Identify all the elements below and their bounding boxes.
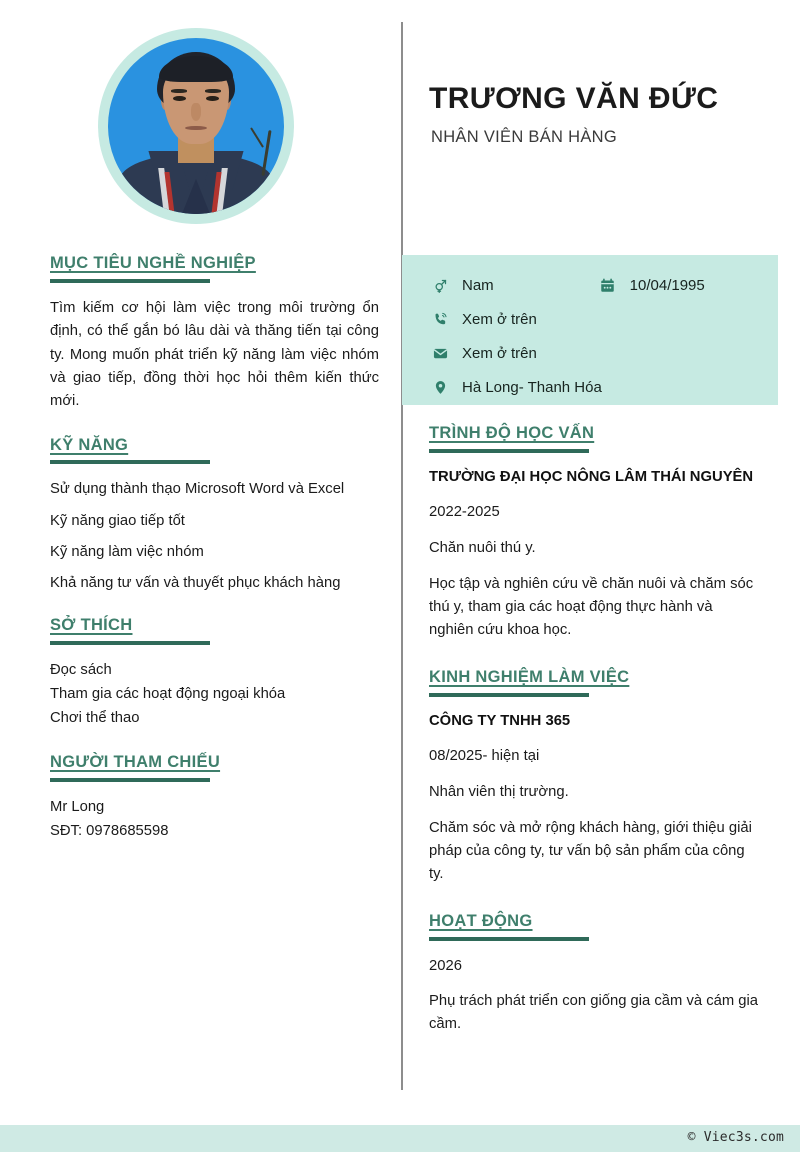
list-item: Tham gia các hoạt động ngoại khóa xyxy=(50,685,286,702)
reference-heading: NGƯỜI THAM CHIẾU xyxy=(50,752,221,771)
experience-heading: KINH NGHIỆM LÀM VIỆC xyxy=(429,667,630,686)
right-column xyxy=(401,0,800,1090)
left-column xyxy=(0,0,401,1090)
contact-row xyxy=(430,336,778,370)
experience-org: CÔNG TY TNHH 365 xyxy=(429,712,571,729)
email-value: Xem ở trên xyxy=(462,344,537,362)
list-item: Sử dụng thành thạo Microsoft Word và Excel xyxy=(50,481,345,498)
contact-gender xyxy=(430,277,494,294)
contact-row xyxy=(430,268,778,302)
contact-row xyxy=(430,302,778,336)
contact-email xyxy=(430,345,537,362)
heading-underline-bar xyxy=(429,937,589,941)
footer-bar xyxy=(0,1125,800,1152)
education-major: Chăn nuôi thú y. xyxy=(429,540,536,557)
section-reference xyxy=(50,753,379,844)
list-item: Khả năng tư vấn và thuyết phục khách hàng xyxy=(50,575,341,592)
gender-icon xyxy=(430,278,450,293)
section-hobbies xyxy=(50,616,379,731)
contact-row xyxy=(430,370,778,404)
experience-role: Nhân viên thị trường. xyxy=(429,784,569,801)
contact-phone xyxy=(430,311,537,328)
phone-icon xyxy=(430,312,450,327)
section-experience xyxy=(429,668,759,886)
reference-name: Mr Long xyxy=(50,798,105,815)
education-heading: TRÌNH ĐỘ HỌC VẤN xyxy=(429,424,595,442)
heading-underline-bar xyxy=(50,279,210,283)
list-item: Kỹ năng giao tiếp tốt xyxy=(50,512,185,529)
skills-heading: KỸ NĂNG xyxy=(50,435,129,454)
phone-value: Xem ở trên xyxy=(462,310,537,328)
contact-panel xyxy=(402,255,778,405)
education-period: 2022-2025 xyxy=(429,504,500,521)
envelope-icon xyxy=(430,346,450,361)
contact-address xyxy=(430,379,602,396)
heading-underline-bar xyxy=(50,641,210,645)
experience-period: 08/2025- hiện tại xyxy=(429,748,540,765)
section-activities xyxy=(429,912,759,1037)
list-item: Chơi thể thao xyxy=(50,709,140,726)
page-title: TRƯƠNG VĂN ĐỨC xyxy=(429,82,719,115)
right-sections xyxy=(429,424,759,1056)
copyright-text: © Viec3s.com xyxy=(687,1130,784,1145)
location-pin-icon xyxy=(430,380,450,395)
portrait-photo xyxy=(108,38,284,214)
calendar-icon xyxy=(598,278,618,293)
list-item: Đọc sách xyxy=(50,662,112,679)
avatar xyxy=(98,28,294,224)
address-value: Hà Long- Thanh Hóa xyxy=(462,378,602,396)
education-org: TRƯỜNG ĐẠI HỌC NÔNG LÂM THÁI NGUYÊN xyxy=(429,468,754,485)
list-item: Kỹ năng làm việc nhóm xyxy=(50,543,204,560)
activities-period: 2026 xyxy=(429,957,462,974)
heading-underline-bar xyxy=(429,693,589,697)
name-block xyxy=(401,0,800,147)
heading-underline-bar xyxy=(50,778,210,782)
heading-underline-bar xyxy=(50,460,210,464)
section-skills xyxy=(50,436,379,595)
job-title: NHÂN VIÊN BÁN HÀNG xyxy=(431,127,618,146)
section-education xyxy=(429,424,759,642)
experience-description: Chăm sóc và mở rộng khách hàng, giới thiệu giải pháp của công ty, tư vấn bộ sản phẩm của công ty. xyxy=(429,819,752,882)
contact-birthdate xyxy=(598,277,705,294)
hobbies-heading: SỞ THÍCH xyxy=(50,616,133,635)
objective-heading: MỤC TIÊU NGHỀ NGHIỆP xyxy=(50,254,256,272)
reference-phone: SĐT: 0978685598 xyxy=(50,822,169,839)
birthdate-value: 10/04/1995 xyxy=(629,276,705,294)
objective-text: Tìm kiếm cơ hội làm việc trong môi trường ổn định, có thể gắn bó lâu dài và thăng tiến tại công ty. Mong muốn phát triển kỹ năng làm việc nhóm và giao tiếp, đồng thời học hỏi thêm kiến thức mới. xyxy=(50,299,379,410)
gender-value: Nam xyxy=(462,276,494,294)
education-description: Học tập và nghiên cứu về chăn nuôi và chăm sóc thú y, tham gia các hoạt động thực hành và nghiên cứu khoa học. xyxy=(429,576,754,638)
activities-description: Phụ trách phát triển con giống gia cầm và cám gia cầm. xyxy=(429,993,759,1033)
activities-heading: HOẠT ĐỘNG xyxy=(429,911,533,930)
section-objective xyxy=(50,254,379,414)
heading-underline-bar xyxy=(429,449,589,453)
